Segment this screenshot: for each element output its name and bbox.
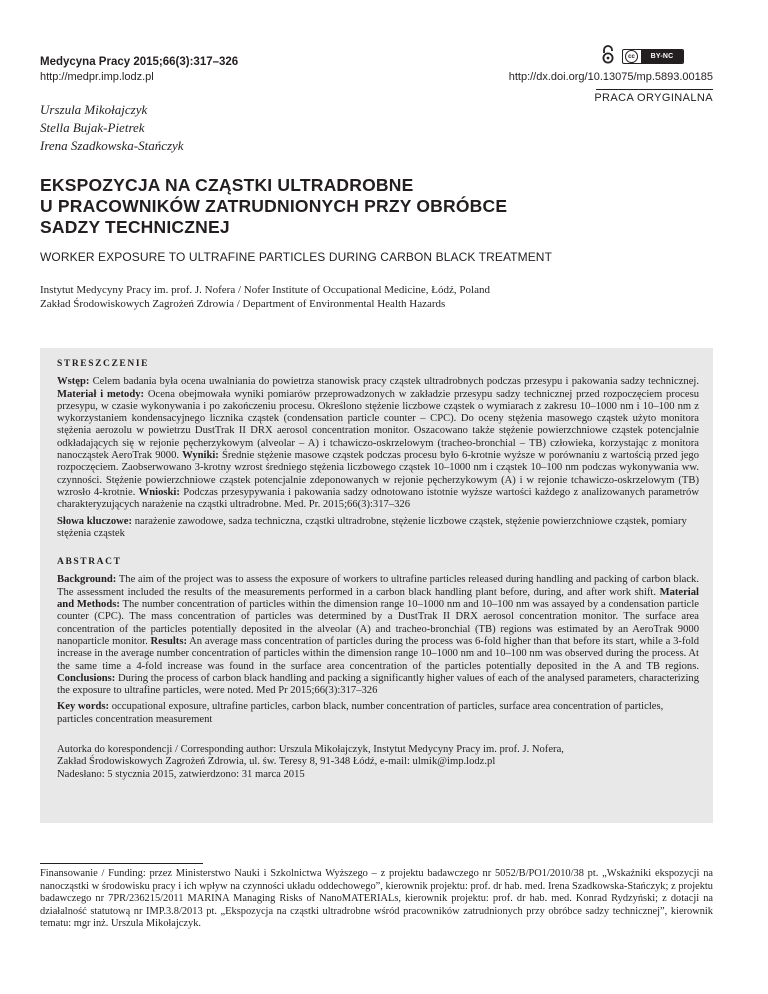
journal-citation: Medycyna Pracy 2015;66(3):317–326	[40, 56, 239, 68]
affiliation-line: Instytut Medycyny Pracy im. prof. J. Nofera / Nofer Institute of Occupational Medicine, Łódź, Poland	[40, 284, 490, 296]
open-access-icon	[601, 44, 615, 64]
doi-link[interactable]: http://dx.doi.org/10.13075/mp.5893.00185	[508, 71, 713, 83]
author-list	[40, 101, 184, 155]
author-name: Stella Bujak-Pietrek	[40, 120, 145, 135]
abstract-text: Background: The aim of the project was to assess the exposure of workers to ultrafine particles released during handling and packing of carbon black. The assessment included the results of the measurements performed in a carbon black handling plant before, during, and after work shift. Material and Methods: The number concentration of particles within the dimension range 10–1000 nm and 10–100 nm was assayed by a condensation particle counter (CPC). The mass concentration of particles was determined by a DustTrak II DRX aerosol concentration monitor. The surface area concentration of the particles potentially deposited in the alveolar (A) and tracheo-bronchial (TB) regions was estimated by an AeroTrak 9000 nanoparticle monitor. Results: An average mass concentration of particles during the process was 6-fold higher than that before its start, while a 3-fold increase in the average number concentration of particles within the dimension range 10–1000 nm and 10–100 nm was observed during the process. At the same time a 4-fold increase was found in the surface area concentration of the particles potentially deposited in the A and TB regions. Conclusions: During the process of carbon black handling and packing a significantly higher values of each of the analysed parameters, characterizing the exposure to ultrafine particles, were noted. Med Pr 2015;66(3):317–326	[57, 574, 699, 697]
correspondence-line: Zakład Środowiskowych Zagrożeń Zdrowia, ul. św. Teresy 8, 91-348 Łódź, e-mail: ulmik@imp.lodz.pl	[57, 756, 496, 768]
cc-license-badge[interactable]	[622, 49, 684, 64]
slowa-kluczowe: Słowa kluczowe: narażenie zawodowe, sadza techniczna, cząstki ultradrobne, stężenie liczbowe cząstek, stężenie powierzchniowe cząstek, pomiary stężenia cząstek	[57, 515, 687, 539]
title-line: SADZY TECHNICZNEJ	[40, 217, 230, 237]
correspondence-line: Nadesłano: 5 stycznia 2015, zatwierdzono: 31 marca 2015	[57, 768, 305, 780]
streszczenie-heading: STRESZCZENIE	[57, 359, 150, 369]
author-name: Urszula Mikołajczyk	[40, 102, 148, 117]
abstract-panel	[40, 348, 713, 823]
article-title-polish	[40, 175, 690, 238]
article-type-label: PRACA ORYGINALNA	[594, 92, 713, 104]
license-label: BY-NC	[641, 50, 683, 63]
affiliation	[40, 283, 490, 311]
correspondence-line: Autorka do korespondencji / Corresponding author: Urszula Mikołajczyk, Instytut Medycyny Pracy im. prof. J. Nofera,	[57, 744, 564, 756]
author-name: Irena Szadkowska-Stańczyk	[40, 138, 184, 153]
funding-footnote: Finansowanie / Funding: przez Ministerstwo Nauki i Szkolnictwa Wyższego – z projektu badawczego nr 5052/B/PO1/2010/38 pt. „Wskaźniki ekspozycji na nanocząstki w środowisku pracy i ich wpływ na czynności układu oddechowego”, kierownik projektu: prof. dr hab. med. Irena Szadkowska-Stańczyk; z projektu badawczego nr 7PR/236215/2011 MARINA Managing Risks of NanoMATERIALs, kierownik projektu: prof. dr hab. med. Konrad Rydzyński; z dotacji na działalność statutową nr IMP.3.8/2013 pt. „Ekspozycja na cząstki ultradrobne wśród pracowników zatrudnionych przy obróbce sadzy technicznej”, kierownik tematu: mgr inż. Urszula Mikołajczyk.	[40, 868, 713, 929]
section-rule	[596, 89, 713, 90]
cc-icon: cc	[625, 50, 638, 63]
journal-url-link[interactable]: http://medpr.imp.lodz.pl	[40, 71, 154, 83]
key-words: Key words: occupational exposure, ultrafine particles, carbon black, number concentration of particles, surface area concentration of particles, particles concentration measurement	[57, 701, 664, 725]
title-line: EKSPOZYCJA NA CZĄSTKI ULTRADROBNE	[40, 175, 414, 195]
article-title-english: WORKER EXPOSURE TO ULTRAFINE PARTICLES DURING CARBON BLACK TREATMENT	[40, 250, 552, 264]
affiliation-line: Zakład Środowiskowych Zagrożeń Zdrowia / Department of Environmental Health Hazards	[40, 298, 446, 310]
correspondence-block	[57, 744, 699, 781]
title-line: U PRACOWNIKÓW ZATRUDNIONYCH PRZY OBRÓBCE	[40, 196, 508, 216]
footnote-rule	[40, 863, 203, 864]
streszczenie-text: Wstęp: Celem badania była ocena uwalniania do powietrza stanowisk pracy cząstek ultradrobnych podczas przesypu i pakowania sadzy technicznej. Materiał i metody: Ocena obejmowała wyniki pomiarów przeprowadzonych w zakładzie przesypu sadzy technicznej przed rozpoczęciem procesu przesypu, w czasie wykonywania i po zakończeniu procesu. Określono stężenie liczbowe cząstek o wymiarach z zakresu 10–1000 nm i 10–100 nm z wykorzystaniem kondensacyjnego licznika cząstek (condensation particle counter – CPC). Do oceny stężenia masowego cząstek użyto monitora stężenia aerozolu w powietrzu DustTrak II DRX aerosol concentration monitor. Oszacowano także stężenie powierzchniowe cząstek potencjalnie odkładających się w rejonie pęcherzykowym (alveolar – A) i tchawiczo-oskrzelowym (tracheo-bronchial – TB) człowieka, korzystając z monitora nanocząstek AeroTrak 9000. Wyniki: Średnie stężenie masowe cząstek podczas procesu było 6-krotnie wyższe w porównaniu z wartością przed jego rozpoczęciem. Zaobserwowano 3-krotny wzrost średniego stężenia liczbowego cząstek 10–1000 nm i cząstek 10–100 nm podczas wykonywania ww. czynności. Stężenie powierzchniowe cząstek potencjalnie zdeponowanych w rejonie pęcherzykowym (A) i w rejonie tchawiczo-oskrzelowym (TB) wzrosło 4-krotnie. Wnioski: Podczas przesypywania i pakowania sadzy odnotowano istotnie wyższe wartości każdego z analizowanych parametrów charakteryzujących narażenie na cząstki ultradrobne. Med. Pr. 2015;66(3):317–326	[57, 376, 699, 511]
abstract-heading: ABSTRACT	[57, 557, 122, 568]
